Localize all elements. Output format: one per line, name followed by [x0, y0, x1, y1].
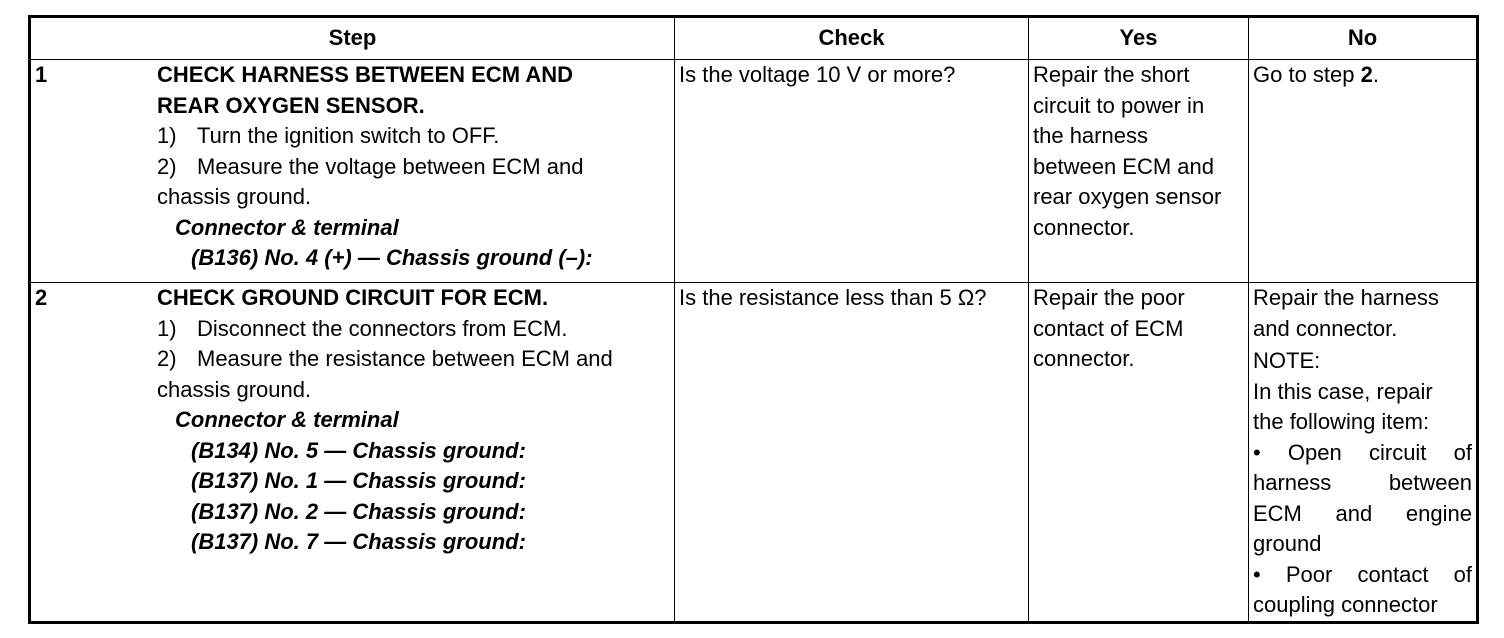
procedure-step-continued: chassis ground.: [157, 184, 312, 209]
header-check: Check: [675, 17, 1029, 60]
no-action: [1253, 60, 1472, 91]
no-bullet-line: coupling connector: [1253, 592, 1438, 617]
procedure-step-number: 1): [157, 123, 177, 148]
no-bullet-line: ground: [1253, 531, 1322, 556]
yes-cell: [1029, 283, 1249, 623]
step-body: [157, 283, 670, 558]
yes-line: the harness: [1033, 123, 1148, 148]
step-body: [157, 60, 670, 274]
procedure-step-number: 1): [157, 315, 177, 341]
no-line: the following item:: [1253, 409, 1430, 434]
yes-line: circuit to power in: [1033, 92, 1205, 118]
check-cell: [675, 60, 1029, 283]
procedure-step-text: Disconnect the connectors from ECM.: [197, 315, 568, 341]
yes-line: Repair the poor: [1033, 285, 1185, 310]
header-step: Step: [30, 17, 675, 60]
connector-terminal-title: Connector & terminal: [175, 407, 399, 432]
connector-terminal-line: (B134) No. 5 — Chassis ground:: [191, 437, 526, 463]
header-row: [30, 17, 1478, 60]
step-title-line: REAR OXYGEN SENSOR.: [157, 92, 425, 118]
procedure-step-number: 2): [157, 153, 177, 179]
procedure-step: [157, 344, 670, 375]
no-bullet-line: harness between: [1253, 470, 1472, 495]
yes-line: connector.: [1033, 214, 1135, 240]
step-title-line: CHECK GROUND CIRCUIT FOR ECM.: [157, 285, 549, 310]
procedure-step-continued: chassis ground.: [157, 376, 312, 402]
procedure-step-text: Turn the ignition switch to OFF.: [197, 123, 500, 148]
yes-line: rear oxygen sensor: [1033, 184, 1222, 209]
connector-terminal-title: Connector & terminal: [175, 214, 399, 240]
table-row: [30, 283, 1478, 623]
yes-line: contact of ECM: [1033, 315, 1184, 341]
connector-terminal-line: (B137) No. 2 — Chassis ground:: [191, 498, 526, 524]
header-no: No: [1249, 17, 1478, 60]
yes-line: between ECM and: [1033, 153, 1214, 179]
no-line: In this case, repair: [1253, 378, 1433, 404]
no-bullet-line: • Open circuit of: [1253, 439, 1472, 465]
no-line: Repair the harness: [1253, 285, 1439, 310]
connector-terminal-line: (B137) No. 1 — Chassis ground:: [191, 468, 526, 493]
header-yes: Yes: [1029, 17, 1249, 60]
no-step-ref[interactable]: 2: [1360, 62, 1373, 87]
step-number: 1: [35, 62, 48, 87]
no-line: and connector.: [1253, 315, 1398, 341]
connector-terminal-line: (B136) No. 4 (+) — Chassis ground (–):: [191, 245, 593, 270]
no-bullet-line: ECM and engine: [1253, 500, 1472, 526]
no-bullet-line: • Poor contact of: [1253, 561, 1472, 587]
yes-line: Repair the short: [1033, 62, 1190, 87]
check-cell: [675, 283, 1029, 623]
procedure-step-text: Measure the resistance between ECM and: [197, 346, 613, 371]
check-question: Is the resistance less than 5 Ω?: [679, 285, 987, 310]
procedure-step-number: 2): [157, 346, 177, 371]
no-note-label: NOTE:: [1253, 348, 1321, 373]
procedure-step: [157, 121, 670, 152]
procedure-step-text: Measure the voltage between ECM and: [197, 153, 584, 179]
table-row: [30, 60, 1478, 283]
step-title-line: CHECK HARNESS BETWEEN ECM AND: [157, 62, 573, 87]
procedure-step: [157, 152, 670, 183]
step-cell: [30, 60, 675, 283]
connector-terminal-line: (B137) No. 7 — Chassis ground:: [191, 529, 526, 554]
no-prefix: Go to step: [1253, 62, 1361, 87]
yes-cell: [1029, 60, 1249, 283]
check-question: Is the voltage 10 V or more?: [679, 62, 956, 87]
no-suffix: .: [1372, 62, 1379, 87]
no-cell: [1249, 283, 1478, 623]
no-cell: [1249, 60, 1478, 283]
step-cell: [30, 283, 675, 623]
step-number: 2: [35, 285, 48, 310]
yes-line: connector.: [1033, 346, 1135, 371]
procedure-step: [157, 314, 670, 345]
diagnostic-table: [28, 15, 1479, 624]
